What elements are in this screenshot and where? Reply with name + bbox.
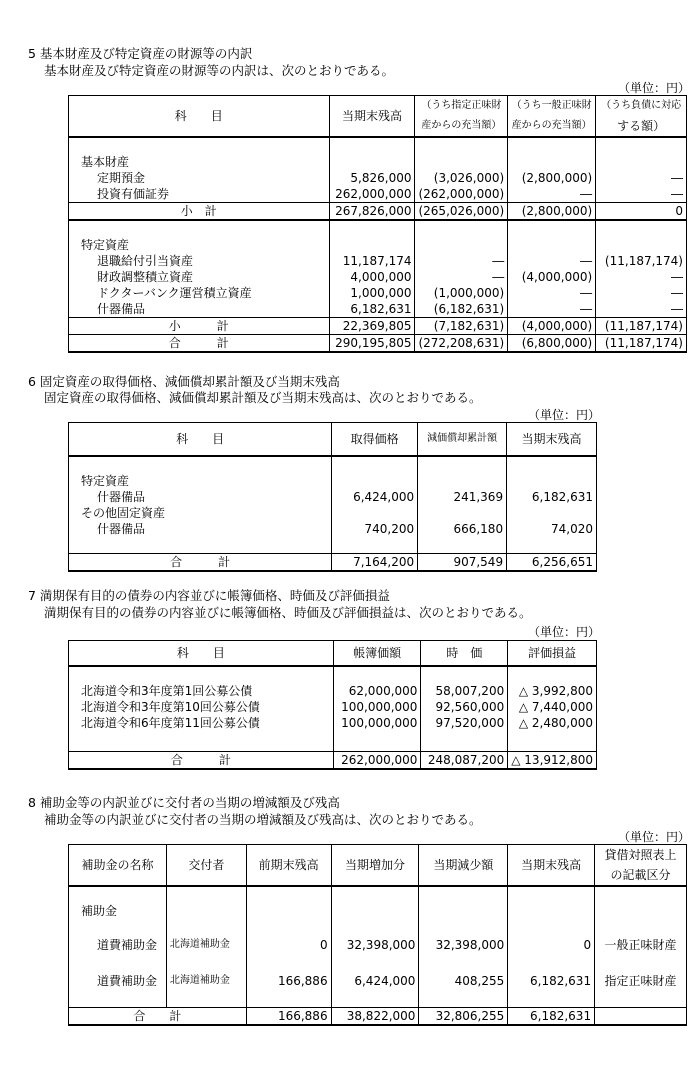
row-balance [507,505,597,521]
table-row [69,505,597,521]
section-7-heading: 7 満期保有目的の債券の内容並びに帳簿価格、時価及び評価損益 [28,588,390,603]
row-name: 什器備品 [69,489,332,505]
table-header-row [69,845,687,866]
total-market: 248,087,200 [421,752,508,770]
row-inc: 6,424,000 [331,971,419,991]
total-inc: 38,822,000 [331,1008,419,1026]
header-liability-2: する額） [596,116,687,137]
header-market: 時 価 [421,641,508,667]
table-row [69,521,597,537]
row-balance [507,473,597,489]
header-inc: 当期増加分 [331,845,419,887]
row-balance: 4,000,000 [329,269,415,285]
row-grantor: 北海道補助金 [166,971,246,991]
header-dep: 減価償却累計額 [418,423,507,457]
header-name: 補助金の名称 [69,845,167,887]
total-acq: 7,164,200 [332,554,418,572]
row-general: (2,800,000) [508,170,596,186]
total-row [69,752,597,770]
subtotal-designated: (7,182,631) [415,318,508,335]
basic-assets-label: 基本財産 [69,154,330,170]
total-label: 合 計 [69,1008,247,1026]
table-header-row [69,96,687,117]
row-name: 道費補助金 [69,935,167,955]
section-8-intro: 補助金等の内訳並びに交付者の当期の増減額及び残高は、次のとおりである。 [44,812,482,827]
subtotal-liability: (11,187,174) [596,318,687,335]
total-class [595,1008,687,1026]
special-assets-label: 特定資産 [69,237,330,253]
subtotal-general: (4,000,000) [508,318,596,335]
table-row [69,971,687,991]
row-balance: 0 [508,935,595,955]
row-balance: 5,826,000 [329,170,415,186]
header-subject: 科 目 [69,641,334,667]
row-balance: 6,182,631 [507,489,597,505]
row-name: 什器備品 [69,301,330,318]
total-balance: 6,182,631 [508,1008,595,1026]
header-general-2: 産からの充当額） [508,116,596,137]
subtotal-label: 小 計 [69,203,330,221]
total-gain: △ 13,912,800 [508,752,597,770]
row-liability: ― [596,301,687,318]
row-dep: 241,369 [418,489,507,505]
row-class: 一般正味財産 [595,935,687,955]
total-label: 合 計 [69,554,332,572]
table-row [69,473,597,489]
header-grantor: 交付者 [166,845,246,887]
header-balance: 当期末残高 [329,96,415,138]
row-name: 北海道令和6年度第11回公募公債 [69,715,334,731]
section-8-table [68,844,687,1026]
total-label: 合 計 [69,335,330,353]
row-inc: 32,398,000 [331,935,419,955]
header-gain: 評価損益 [508,641,597,667]
row-name: 特定資産 [69,473,332,489]
row-name: 投資有価証券 [69,186,330,203]
row-name: 定期預金 [69,170,330,186]
table-row [69,935,687,955]
section-7-intro: 満期保有目的の債券の内容並びに帳簿価格、時価及び評価損益は、次のとおりである。 [44,605,532,620]
total-general: (6,800,000) [508,335,596,353]
row-acq: 740,200 [332,521,418,537]
row-acq [332,505,418,521]
row-grantor: 北海道補助金 [166,935,246,955]
section-5-table [68,95,687,353]
row-designated: (6,182,631) [415,301,508,318]
header-class-2: の記載区分 [595,865,687,886]
row-balance: 1,000,000 [329,285,415,301]
total-label: 合 計 [69,752,334,770]
row-name: その他固定資産 [69,505,332,521]
row-balance: 74,020 [507,521,597,537]
row-dep: 666,180 [418,521,507,537]
row-class: 指定正味財産 [595,971,687,991]
table-row [69,715,597,731]
total-prev: 166,886 [246,1008,331,1026]
header-subject: 科 目 [69,423,332,457]
row-prev: 166,886 [246,971,331,991]
header-book: 帳簿価額 [333,641,421,667]
total-dep: 907,549 [418,554,507,572]
section-5-unit: （単位：円） [618,81,691,95]
subtotal-balance: 22,369,805 [329,318,415,335]
section-6-unit: （単位：円） [528,408,601,422]
table-row [69,285,687,301]
section-7-table [68,640,597,770]
subtotal-row [69,318,687,335]
row-market: 92,560,000 [421,699,508,715]
row-general: ― [508,186,596,203]
table-row [69,186,687,203]
header-class-1: 貸借対照表上 [595,845,687,866]
table-row [69,683,597,699]
section-6-table [68,422,597,572]
row-balance: 6,182,631 [329,301,415,318]
table-row [69,489,597,505]
total-row [69,335,687,353]
section-8-heading: 8 補助金等の内訳並びに交付者の当期の増減額及び残高 [28,795,340,810]
header-dec: 当期減少額 [419,845,508,887]
row-balance: 11,187,174 [329,253,415,269]
row-name: 什器備品 [69,521,332,537]
table-row [69,301,687,318]
row-gain: △ 7,440,000 [508,699,597,715]
subtotal-balance: 267,826,000 [329,203,415,221]
header-subject: 科 目 [69,96,330,138]
row-designated: ― [415,269,508,285]
section-5-heading: 5 基本財産及び特定資産の財源等の内訳 [28,46,253,61]
row-liability: (11,187,174) [596,253,687,269]
row-general: (4,000,000) [508,269,596,285]
total-balance: 290,195,805 [329,335,415,353]
total-row [69,554,597,572]
table-row [69,269,687,285]
row-designated: (1,000,000) [415,285,508,301]
table-row [69,170,687,186]
header-general-1: （うち一般正味財 [508,96,596,117]
row-dep [418,473,507,489]
section-6-heading: 6 固定資産の取得価格、減価償却累計額及び当期末残高 [28,374,340,389]
table-header-row [69,641,597,667]
table-row [69,253,687,269]
row-dep [418,505,507,521]
header-prev: 前期末残高 [246,845,331,887]
subtotal-row [69,203,687,221]
row-name: 北海道令和3年度第1回公募公債 [69,683,334,699]
header-balance: 当期末残高 [507,423,597,457]
table-header-row [69,423,597,457]
total-designated: (272,208,631) [415,335,508,353]
subtotal-liability: 0 [596,203,687,221]
row-general: ― [508,301,596,318]
row-liability: ― [596,186,687,203]
subtotal-label: 小 計 [69,318,330,335]
row-market: 58,007,200 [421,683,508,699]
table-row [69,237,687,253]
row-acq [332,473,418,489]
row-general: ― [508,253,596,269]
row-liability: ― [596,285,687,301]
row-balance: 262,000,000 [329,186,415,203]
section-8-unit: （単位：円） [618,830,691,844]
total-row [69,1008,687,1026]
row-book: 62,000,000 [333,683,421,699]
table-row [69,154,687,170]
row-book: 100,000,000 [333,699,421,715]
row-gain: △ 3,992,800 [508,683,597,699]
row-market: 97,520,000 [421,715,508,731]
row-dec: 32,398,000 [419,935,508,955]
row-book: 100,000,000 [333,715,421,731]
row-acq: 6,424,000 [332,489,418,505]
section-6-intro: 固定資産の取得価格、減価償却累計額及び当期末残高は、次のとおりである。 [44,390,482,405]
header-designated-2: 産からの充当額） [415,116,508,137]
total-balance: 6,256,651 [507,554,597,572]
row-balance: 6,182,631 [508,971,595,991]
section-7-unit: （単位：円） [528,625,601,639]
section-5-intro: 基本財産及び特定資産の財源等の内訳は、次のとおりである。 [44,63,395,78]
header-balance: 当期末残高 [508,845,595,887]
row-gain: △ 2,480,000 [508,715,597,731]
row-dec: 408,255 [419,971,508,991]
row-name: 退職給付引当資産 [69,253,330,269]
row-designated: (262,000,000) [415,186,508,203]
row-name: 財政調整積立資産 [69,269,330,285]
total-liability: (11,187,174) [596,335,687,353]
table-row [69,699,597,715]
row-designated: (3,026,000) [415,170,508,186]
subtotal-designated: (265,026,000) [415,203,508,221]
total-dec: 32,806,255 [419,1008,508,1026]
row-liability: ― [596,170,687,186]
row-name: 道費補助金 [69,971,167,991]
group-label: 補助金 [69,903,167,919]
row-name: ドクターバンク運営積立資産 [69,285,330,301]
row-liability: ― [596,269,687,285]
row-designated: ― [415,253,508,269]
header-acq: 取得価格 [332,423,418,457]
total-book: 262,000,000 [333,752,421,770]
header-designated-1: （うち指定正味財 [415,96,508,117]
row-name: 北海道令和3年度第10回公募公債 [69,699,334,715]
header-liability-1: （うち負債に対応 [596,96,687,117]
row-general: ― [508,285,596,301]
subtotal-general: (2,800,000) [508,203,596,221]
row-prev: 0 [246,935,331,955]
table-row [69,903,687,919]
